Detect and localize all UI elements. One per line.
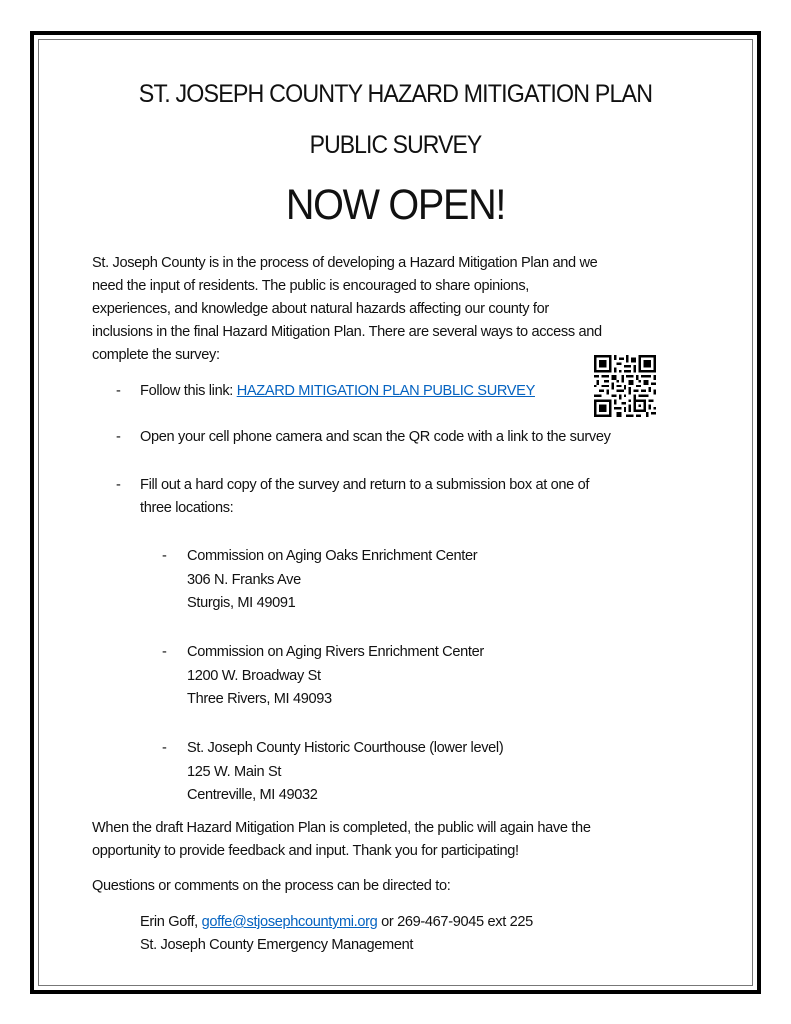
subtitle-heading: PUBLIC SURVEY — [309, 131, 482, 159]
location-city: Three Rivers, MI 49093 — [187, 691, 332, 707]
location-name: Commission on Aging Oaks Enrichment Center — [187, 548, 478, 564]
qr-code-icon[interactable] — [594, 355, 656, 417]
contact-name: Erin Goff, — [140, 914, 202, 930]
closing-line-2: opportunity to provide feedback and input. Thank you for participating! — [92, 843, 519, 859]
intro-line-2: need the input of residents. The public is encouraged to share opinions, — [92, 278, 529, 294]
location-city: Centreville, MI 49032 — [187, 787, 318, 803]
bullet-dash: - — [116, 429, 121, 445]
contact-line — [140, 911, 533, 934]
bullet-qr-instructions: Open your cell phone camera and scan the QR code with a link to the survey — [140, 429, 611, 445]
title-heading: ST. JOSEPH COUNTY HAZARD MITIGATION PLAN — [138, 80, 653, 108]
now-open-heading: NOW OPEN! — [285, 181, 506, 229]
sub-bullet-dash: - — [162, 740, 167, 756]
location-street: 306 N. Franks Ave — [187, 572, 301, 588]
location-city: Sturgis, MI 49091 — [187, 595, 296, 611]
closing-line-1: When the draft Hazard Mitigation Plan is completed, the public will again have the — [92, 820, 591, 836]
intro-line-3: experiences, and knowledge about natural hazards affecting our county for — [92, 301, 549, 317]
location-street: 1200 W. Broadway St — [187, 668, 321, 684]
location-name: St. Joseph County Historic Courthouse (lower level) — [187, 740, 504, 756]
location-street: 125 W. Main St — [187, 764, 282, 780]
bullet-follow-link-label: Follow this link: — [140, 383, 237, 399]
contact-organization: St. Joseph County Emergency Management — [140, 937, 414, 953]
bullet-dash: - — [116, 477, 121, 493]
sub-bullet-dash: - — [162, 644, 167, 660]
intro-line-4: inclusions in the final Hazard Mitigation Plan. There are several ways to access and — [92, 324, 602, 340]
bullet-hard-copy-line-1: Fill out a hard copy of the survey and return to a submission box at one of — [140, 477, 590, 493]
intro-line-5: complete the survey: — [92, 347, 220, 363]
bullet-hard-copy-line-2: three locations: — [140, 500, 234, 516]
survey-link[interactable]: HAZARD MITIGATION PLAN PUBLIC SURVEY — [236, 383, 535, 399]
sub-bullet-dash: - — [162, 548, 167, 564]
questions-line: Questions or comments on the process can be directed to: — [92, 878, 451, 894]
contact-email-link[interactable]: goffe@stjosephcountymi.org — [201, 914, 378, 930]
intro-line-1: St. Joseph County is in the process of developing a Hazard Mitigation Plan and we — [92, 255, 598, 271]
location-name: Commission on Aging Rivers Enrichment Center — [187, 644, 484, 660]
bullet-follow-link — [140, 380, 535, 403]
contact-phone: or 269-467-9045 ext 225 — [377, 914, 533, 930]
bullet-dash: - — [116, 383, 121, 399]
